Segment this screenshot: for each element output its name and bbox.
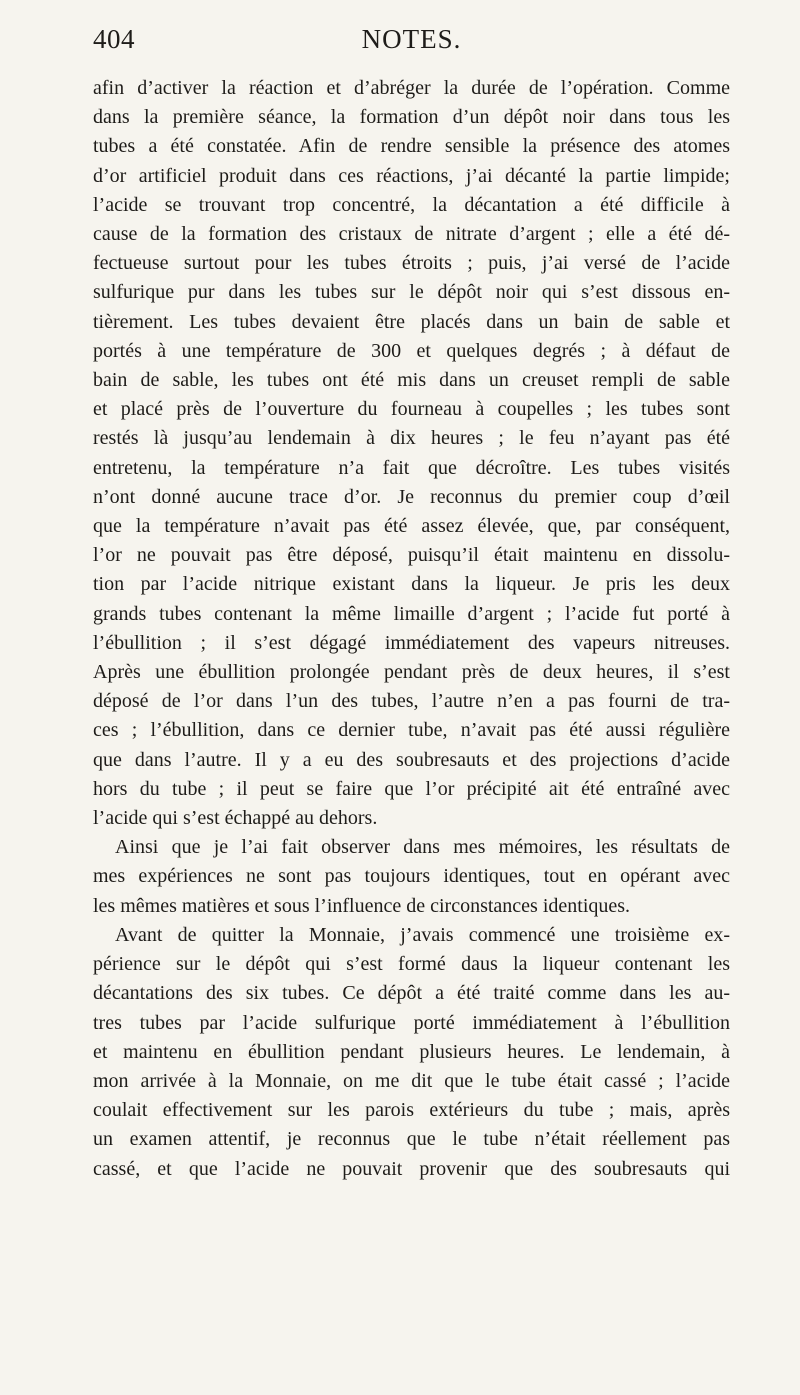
text-line: Après une ébullition prolongée pendant près de deux heures, il s’est: [93, 661, 730, 684]
text-line: cassé, et que l’acide ne pouvait provenir que des soubresauts qui: [93, 1157, 730, 1180]
body-text: [93, 74, 730, 1184]
text-line: tion par l’acide nitrique existant dans la liqueur. Je pris les deux: [93, 573, 730, 596]
text-line: Avant de quitter la Monnaie, j’avais commencé une troisième ex-: [115, 923, 730, 946]
text-line: mon arrivée à la Monnaie, on me dit que le tube était cassé ; l’acide: [93, 1069, 730, 1092]
text-line: entretenu, la température n’a fait que décroître. Les tubes visités: [93, 456, 730, 479]
text-line: coulait effectivement sur les parois extérieurs du tube ; mais, après: [93, 1099, 730, 1122]
text-line: afin d’activer la réaction et d’abréger la durée de l’opération. Comme: [93, 77, 730, 99]
text-line: que dans l’autre. Il y a eu des soubresauts et des projections d’acide: [93, 748, 730, 771]
text-line: et maintenu en ébullition pendant plusieurs heures. Le lendemain, à: [93, 1040, 730, 1063]
text-line: dans la première séance, la formation d’un dépôt noir dans tous les: [93, 106, 730, 129]
text-line: n’ont donné aucune trace d’or. Je reconnus du premier coup d’œil: [93, 485, 730, 508]
text-line: périence sur le dépôt qui s’est formé daus la liqueur contenant les: [93, 953, 730, 976]
text-line: cause de la formation des cristaux de nitrate d’argent ; elle a été dé-: [93, 223, 730, 246]
text-line: tres tubes par l’acide sulfurique porté immédiatement à l’ébullition: [93, 1011, 730, 1034]
page-number: 404: [93, 24, 135, 54]
text-line: un examen attentif, je reconnus que le tube n’était réellement pas: [93, 1128, 730, 1151]
text-line: d’or artificiel produit dans ces réactions, j’ai décanté la partie limpide;: [93, 164, 730, 187]
text-line: l’acide qui s’est échappé au dehors.: [93, 807, 378, 830]
text-line: mes expériences ne sont pas toujours identiques, tout en opérant avec: [93, 865, 730, 888]
text-line: l’or ne pouvait pas être déposé, puisqu’il était maintenu en dissolu-: [93, 544, 730, 567]
running-head: NOTES.: [361, 24, 462, 54]
text-line: et placé près de l’ouverture du fourneau à coupelles ; les tubes sont: [93, 398, 730, 421]
text-line: grands tubes contenant la même limaille d’argent ; l’acide fut porté à: [93, 602, 730, 625]
text-line: fectueuse surtout pour les tubes étroits ; puis, j’ai versé de l’acide: [93, 252, 730, 275]
text-line: que la température n’avait pas été assez élevée, que, par conséquent,: [93, 515, 730, 538]
text-line: les mêmes matières et sous l’influence de circonstances identiques.: [93, 894, 631, 917]
page-header: [93, 24, 730, 64]
text-line: bain de sable, les tubes ont été mis dans un creuset rempli de sable: [93, 369, 730, 392]
text-line: l’ébullition ; il s’est dégagé immédiatement des vapeurs nitreuses.: [93, 631, 730, 654]
text-line: ces ; l’ébullition, dans ce dernier tube, n’avait pas été aussi régulière: [93, 719, 730, 742]
text-line: restés là jusqu’au lendemain à dix heures ; le feu n’ayant pas été: [93, 427, 730, 450]
text-line: tièrement. Les tubes devaient être placés dans un bain de sable et: [93, 310, 730, 333]
text-line: décantations des six tubes. Ce dépôt a été traité comme dans les au-: [93, 982, 730, 1005]
text-line: l’acide se trouvant trop concentré, la décantation a été difficile à: [93, 193, 730, 216]
text-line: sulfurique pur dans les tubes sur le dépôt noir qui s’est dissous en-: [93, 281, 730, 304]
text-line: hors du tube ; il peut se faire que l’or précipité ait été entraîné avec: [93, 777, 730, 800]
text-line: déposé de l’or dans l’un des tubes, l’autre n’en a pas fourni de tra-: [93, 690, 730, 713]
text-line: Ainsi que je l’ai fait observer dans mes mémoires, les résultats de: [115, 836, 730, 859]
text-line: portés à une température de 300 et quelques degrés ; à défaut de: [93, 339, 730, 362]
text-line: tubes a été constatée. Afin de rendre sensible la présence des atomes: [93, 135, 730, 158]
